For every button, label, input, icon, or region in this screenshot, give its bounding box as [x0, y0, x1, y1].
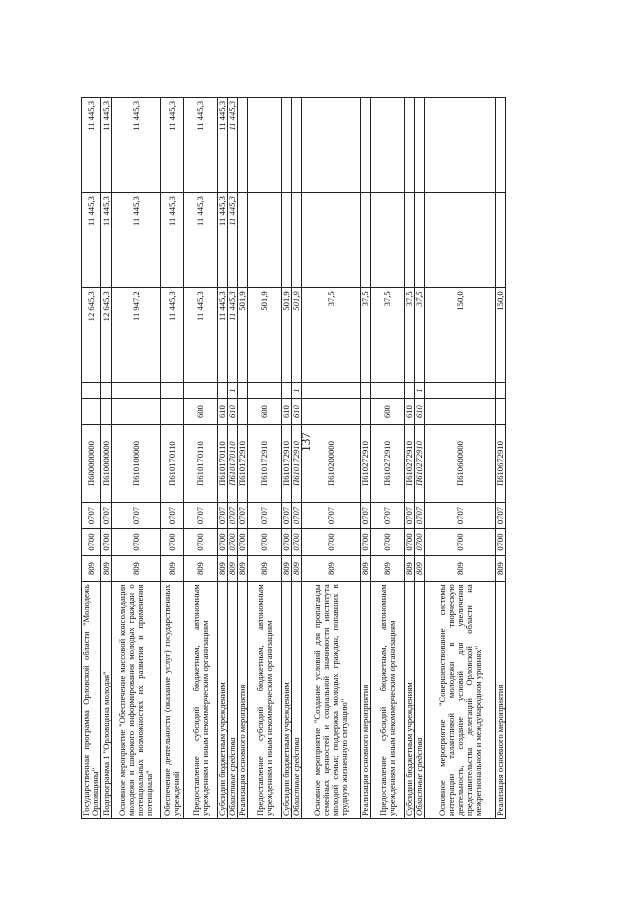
target-article-cell: П610172910 — [282, 425, 292, 502]
row-name-cell: Областные средства — [292, 582, 302, 819]
subsection-code-cell: 0707 — [361, 502, 371, 529]
section-code-cell: 0700 — [184, 529, 218, 556]
table-row — [415, 98, 425, 819]
funding-source-cell — [248, 383, 282, 398]
subsection-code-cell: 0707 — [371, 502, 405, 529]
amount-cell: 150,0 — [425, 288, 496, 383]
amount-cell — [292, 98, 302, 193]
subsection-code-cell: 0707 — [161, 502, 184, 529]
target-article-cell: П600000000 — [82, 425, 101, 502]
section-code-cell: 0700 — [282, 529, 292, 556]
amount-cell — [425, 98, 496, 193]
funding-source-cell — [405, 383, 415, 398]
table-row — [238, 98, 248, 819]
expense-type-cell — [302, 398, 361, 425]
expense-type-cell — [82, 398, 101, 425]
grbs-code-cell: 809 — [292, 555, 302, 582]
amount-cell: 11 445,3 — [161, 98, 184, 193]
amount-cell — [282, 193, 292, 288]
amount-cell — [302, 193, 361, 288]
section-code-cell: 0700 — [496, 529, 506, 556]
amount-cell: 11 445,3 — [184, 288, 218, 383]
amount-cell: 11 445,3 — [218, 288, 228, 383]
row-name-cell: Реализация основного мероприятия — [496, 582, 506, 819]
row-name-cell: Подпрограмма 1 "Орловщина молодая" — [101, 582, 112, 819]
expense-type-cell: 610 — [292, 398, 302, 425]
grbs-code-cell: 809 — [361, 555, 371, 582]
grbs-code-cell: 809 — [112, 555, 161, 582]
row-name-cell: Субсидии бюджетным учреждениям — [218, 582, 228, 819]
target-article-cell: П610172910 — [248, 425, 282, 502]
funding-source-cell: 1 — [228, 383, 238, 398]
table-row — [228, 98, 238, 819]
subsection-code-cell: 0707 — [496, 502, 506, 529]
amount-cell: 37,5 — [415, 288, 425, 383]
table-row — [282, 98, 292, 819]
amount-cell: 11 445,3 — [82, 193, 101, 288]
amount-cell — [302, 98, 361, 193]
section-code-cell: 0700 — [302, 529, 361, 556]
funding-source-cell — [101, 383, 112, 398]
table-row — [425, 98, 496, 819]
row-name-cell: Обеспечение деятельности (оказание услуг) государственных учреждений — [161, 582, 184, 819]
row-name-cell: Предоставление субсидий бюджетным, автономным учреждениям и иным некоммерческим организациям — [371, 582, 405, 819]
subsection-code-cell: 0707 — [112, 502, 161, 529]
row-name-cell: Субсидии бюджетным учреждениям — [282, 582, 292, 819]
subsection-code-cell: 0707 — [302, 502, 361, 529]
funding-source-cell — [302, 383, 361, 398]
target-article-cell: П610170110 — [218, 425, 228, 502]
grbs-code-cell: 809 — [161, 555, 184, 582]
subsection-code-cell: 0707 — [415, 502, 425, 529]
target-article-cell: П610000000 — [101, 425, 112, 502]
funding-source-cell — [112, 383, 161, 398]
grbs-code-cell: 809 — [425, 555, 496, 582]
subsection-code-cell: 0707 — [218, 502, 228, 529]
expense-type-cell — [112, 398, 161, 425]
amount-cell — [248, 98, 282, 193]
expense-type-cell: 610 — [218, 398, 228, 425]
funding-source-cell — [282, 383, 292, 398]
row-name-cell: Областные средства — [228, 582, 238, 819]
section-code-cell: 0700 — [371, 529, 405, 556]
section-code-cell: 0700 — [112, 529, 161, 556]
amount-cell: 11 445,3 — [228, 98, 238, 193]
subsection-code-cell: 0707 — [101, 502, 112, 529]
amount-cell: 11 445,3 — [161, 193, 184, 288]
amount-cell: 37,5 — [405, 288, 415, 383]
amount-cell: 11 445,3 — [228, 193, 238, 288]
amount-cell: 11 445,3 — [82, 98, 101, 193]
section-code-cell: 0700 — [415, 529, 425, 556]
table-row — [248, 98, 282, 819]
amount-cell: 501,9 — [238, 288, 248, 383]
table-row — [184, 98, 218, 819]
table-row — [112, 98, 161, 819]
row-name-cell: Реализация основного мероприятия — [361, 582, 371, 819]
table-row — [218, 98, 228, 819]
grbs-code-cell: 809 — [415, 555, 425, 582]
target-article-cell: П610170110 — [184, 425, 218, 502]
amount-cell: 11 445,3 — [101, 193, 112, 288]
section-code-cell: 0700 — [101, 529, 112, 556]
amount-cell — [238, 98, 248, 193]
row-name-cell: Субсидии бюджетным учреждениям — [405, 582, 415, 819]
section-code-cell: 0700 — [228, 529, 238, 556]
funding-source-cell — [496, 383, 506, 398]
section-code-cell: 0700 — [161, 529, 184, 556]
table-row — [302, 98, 361, 819]
row-name-cell: Предоставление субсидий бюджетным, автономным учреждениям и иным некоммерческим организациям — [248, 582, 282, 819]
section-code-cell: 0700 — [238, 529, 248, 556]
amount-cell: 501,9 — [282, 288, 292, 383]
amount-cell: 37,5 — [371, 288, 405, 383]
row-name-cell: Государственная программа Орловской области "Молодежь Орловщины" — [82, 582, 101, 819]
amount-cell: 11 445,3 — [184, 98, 218, 193]
row-name-cell: Основное мероприятие "Обеспечение массовой консолидации молодежи и широкого информирования молодых граждан о потенциальных возможностях их развития и применения потенциала" — [112, 582, 161, 819]
target-article-cell: П610170110 — [228, 425, 238, 502]
amount-cell: 12 645,3 — [82, 288, 101, 383]
funding-source-cell: 1 — [292, 383, 302, 398]
amount-cell: 37,5 — [302, 288, 361, 383]
section-code-cell: 0700 — [361, 529, 371, 556]
row-name-cell: Основное мероприятие "Создание условий для пропаганды семейных ценностей и социальной значимости института молодой семьи; поддержка молодых граждан, попавших в трудную жизненную ситуацию" — [302, 582, 361, 819]
amount-cell: 12 645,3 — [101, 288, 112, 383]
amount-cell — [415, 98, 425, 193]
amount-cell: 11 445,3 — [112, 193, 161, 288]
amount-cell: 11 947,2 — [112, 288, 161, 383]
subsection-code-cell: 0707 — [405, 502, 415, 529]
table-row — [371, 98, 405, 819]
amount-cell — [371, 98, 405, 193]
grbs-code-cell: 809 — [496, 555, 506, 582]
amount-cell: 11 445,3 — [101, 98, 112, 193]
row-name-cell: Областные средства — [415, 582, 425, 819]
funding-source-cell — [371, 383, 405, 398]
page-number: 137 — [298, 432, 313, 452]
subsection-code-cell: 0707 — [238, 502, 248, 529]
table-row — [405, 98, 415, 819]
target-article-cell: П610600000 — [425, 425, 496, 502]
grbs-code-cell: 809 — [302, 555, 361, 582]
amount-cell: 37,5 — [361, 288, 371, 383]
amount-cell — [361, 193, 371, 288]
subsection-code-cell: 0707 — [425, 502, 496, 529]
target-article-cell: П610100000 — [112, 425, 161, 502]
grbs-code-cell: 809 — [218, 555, 228, 582]
expense-type-cell — [496, 398, 506, 425]
target-article-cell: П610170110 — [161, 425, 184, 502]
table-row — [496, 98, 506, 819]
section-code-cell: 0700 — [218, 529, 228, 556]
row-name-cell: Предоставление субсидий бюджетным, автономным учреждениям и иным некоммерческим организациям — [184, 582, 218, 819]
target-article-cell: П610272910 — [361, 425, 371, 502]
amount-cell — [405, 98, 415, 193]
rotated-table-wrapper — [81, 97, 561, 819]
section-code-cell: 0700 — [82, 529, 101, 556]
grbs-code-cell: 809 — [282, 555, 292, 582]
amount-cell: 11 445,3 — [184, 193, 218, 288]
target-article-cell: П610200000 — [302, 425, 361, 502]
expense-type-cell: 600 — [248, 398, 282, 425]
expense-type-cell — [238, 398, 248, 425]
amount-cell: 150,0 — [496, 288, 506, 383]
amount-cell: 501,9 — [248, 288, 282, 383]
funding-source-cell — [425, 383, 496, 398]
funding-source-cell — [218, 383, 228, 398]
section-code-cell: 0700 — [292, 529, 302, 556]
amount-cell — [248, 193, 282, 288]
target-article-cell: П610272910 — [405, 425, 415, 502]
grbs-code-cell: 809 — [82, 555, 101, 582]
amount-cell — [282, 98, 292, 193]
grbs-code-cell: 809 — [101, 555, 112, 582]
amount-cell — [496, 193, 506, 288]
budget-table — [81, 97, 506, 819]
funding-source-cell — [161, 383, 184, 398]
subsection-code-cell: 0707 — [184, 502, 218, 529]
subsection-code-cell: 0707 — [228, 502, 238, 529]
table-body — [82, 98, 506, 819]
row-name-cell: Реализация основного мероприятия — [238, 582, 248, 819]
subsection-code-cell: 0707 — [248, 502, 282, 529]
grbs-code-cell: 809 — [184, 555, 218, 582]
expense-type-cell: 610 — [405, 398, 415, 425]
target-article-cell: П610272910 — [415, 425, 425, 502]
funding-source-cell — [184, 383, 218, 398]
table-row — [161, 98, 184, 819]
expense-type-cell — [425, 398, 496, 425]
expense-type-cell — [361, 398, 371, 425]
amount-cell — [405, 193, 415, 288]
target-article-cell: П610172910 — [292, 425, 302, 502]
subsection-code-cell: 0707 — [82, 502, 101, 529]
expense-type-cell — [101, 398, 112, 425]
expense-type-cell: 600 — [371, 398, 405, 425]
table-row — [101, 98, 112, 819]
expense-type-cell: 610 — [228, 398, 238, 425]
amount-cell — [371, 193, 405, 288]
expense-type-cell: 610 — [415, 398, 425, 425]
amount-cell — [292, 193, 302, 288]
expense-type-cell: 600 — [184, 398, 218, 425]
amount-cell — [361, 98, 371, 193]
section-code-cell: 0700 — [425, 529, 496, 556]
amount-cell: 11 445,3 — [112, 98, 161, 193]
amount-cell: 11 445,3 — [218, 193, 228, 288]
amount-cell: 11 445,3 — [218, 98, 228, 193]
grbs-code-cell: 809 — [371, 555, 405, 582]
funding-source-cell — [238, 383, 248, 398]
amount-cell — [496, 98, 506, 193]
amount-cell: 501,9 — [292, 288, 302, 383]
amount-cell: 11 445,3 — [228, 288, 238, 383]
row-name-cell: Основное мероприятие "Совершенствование системы интеграции талантливой молодежи в творческую деятельность, создание условий для увеличения представительства делегаций Орловской области на межрегиональном и международном уровнях" — [425, 582, 496, 819]
subsection-code-cell: 0707 — [282, 502, 292, 529]
amount-cell — [415, 193, 425, 288]
table-row — [82, 98, 101, 819]
funding-source-cell — [361, 383, 371, 398]
table-row — [292, 98, 302, 819]
amount-cell — [238, 193, 248, 288]
grbs-code-cell: 809 — [248, 555, 282, 582]
target-article-cell: П610672910 — [496, 425, 506, 502]
section-code-cell: 0700 — [405, 529, 415, 556]
target-article-cell: П610272910 — [371, 425, 405, 502]
expense-type-cell: 610 — [282, 398, 292, 425]
grbs-code-cell: 809 — [238, 555, 248, 582]
amount-cell: 11 445,3 — [161, 288, 184, 383]
table-row — [361, 98, 371, 819]
grbs-code-cell: 809 — [405, 555, 415, 582]
subsection-code-cell: 0707 — [292, 502, 302, 529]
section-code-cell: 0700 — [248, 529, 282, 556]
funding-source-cell — [82, 383, 101, 398]
target-article-cell: П610172910 — [238, 425, 248, 502]
amount-cell — [425, 193, 496, 288]
grbs-code-cell: 809 — [228, 555, 238, 582]
funding-source-cell: 1 — [415, 383, 425, 398]
expense-type-cell — [161, 398, 184, 425]
